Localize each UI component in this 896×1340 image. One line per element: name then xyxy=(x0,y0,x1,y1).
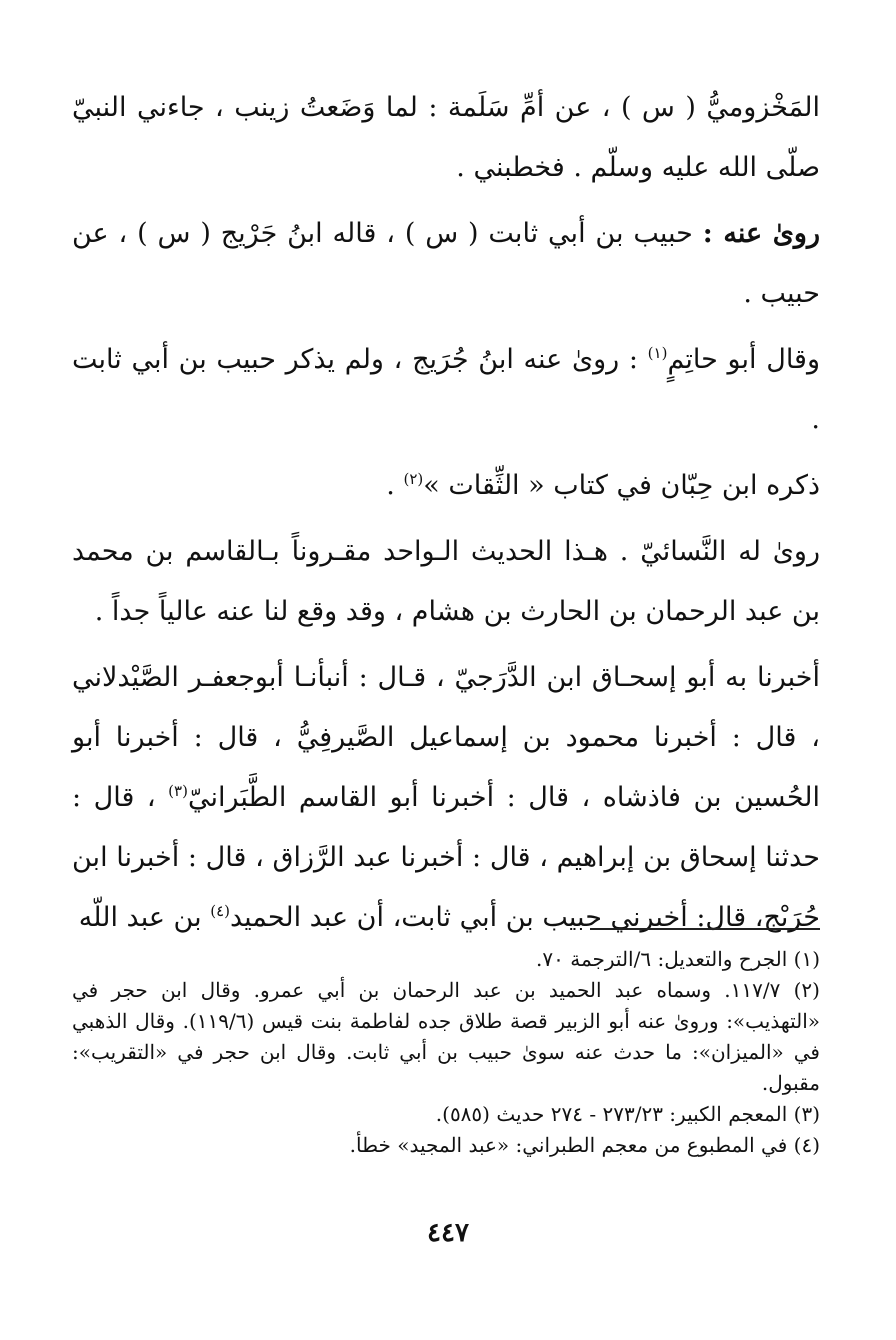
paragraph-3 xyxy=(72,330,820,450)
page-number: ٤٤٧ xyxy=(427,1218,469,1248)
main-text xyxy=(72,78,820,954)
paragraph-4-text: ذكره ابن حِبّان في كتاب « الثِّقات » xyxy=(423,470,820,501)
paragraph-1-text: المَخْزوميُّ ( س ) ، عن أمِّ سَلَمة : لما وَضَعتُ زينب ، جاءني النبيّ صلّى الله عليه وسلّم . فخطبني . xyxy=(72,92,820,183)
paragraph-5-text: روىٰ له النَّسائيّ . هـذا الحديث الـواحد مقـروناً بـالقاسم بن محمد بن عبد الرحمان بن الحارث بن هشام ، وقد وقع لنا عنه عالياً جداً . xyxy=(72,536,820,627)
footnote-2: (٢) ١١٧/٧. وسماه عبد الحميد بن عبد الرحمان بن أبي عمرو. وقال ابن حجر في «التهذيب»: وروىٰ عنه أبو الزبير قصة طلاق جده لفاطمة بنت قيس (١١٩/٦). وقال الذهبي في «الميزان»: ما حدث عنه سوىٰ حبيب بن أبي ثابت. وقال ابن حجر في «التقريب»: مقبول. xyxy=(72,978,821,1095)
footnote-ref-3: (٣) xyxy=(168,782,188,800)
paragraph-4 xyxy=(72,456,820,516)
paragraph-2-text: حبيب بن أبي ثابت ( س ) ، قاله ابنُ جَرْيج ( س ) ، xyxy=(118,218,693,249)
paragraph-3-text: : روىٰ عنه ابنُ جُرَيج ، ولم يذكر حبيب بن أبي ثابت . xyxy=(72,344,820,435)
paragraph-1 xyxy=(72,78,820,198)
footnote-ref-1: (١) xyxy=(647,344,668,362)
footnote-ref-2: (٢) xyxy=(403,470,424,488)
paragraph-6-cont: ، قال : حدثنا إسحاق بن إبراهيم ، قال : أخبرنا عبد الرَّزاق ، قال : أخبرنا ابن جُرَيْج، قال: أخبرني حبيب بن أبي ثابت، أن عبد الحميد xyxy=(72,782,820,933)
paragraph-4-end: . xyxy=(386,470,395,501)
paragraph-6 xyxy=(72,648,820,948)
paragraph-5 xyxy=(72,522,820,642)
footnote-ref-4: (٤) xyxy=(210,902,230,920)
footnote-divider xyxy=(590,928,820,930)
paragraph-6-text: أخبرنا به أبو إسحـاق ابن الدَّرَجيّ ، قـال : أنبأنـا أبوجعفـر الصَّيْدلاني ، قال : أخبرنا محمود بن إسماعيل الصَّيرفِيُّ ، قال : أخبرنا أبو الحُسين بن فاذشاه ، قال : أخبرنا أبو القاسم الطَّبَرانيّ xyxy=(72,662,820,813)
paragraph-2 xyxy=(72,204,820,324)
footnote-4: (٤) في المطبوع من معجم الطبراني: «عبد المجيد» خطأ. xyxy=(349,1133,820,1157)
paragraph-6-end: بن عبد اللّه xyxy=(78,902,202,933)
paragraph-3-start: وقال أبو حاتِمٍ xyxy=(667,344,820,375)
footnotes xyxy=(72,944,820,1161)
footnote-3: (٣) المعجم الكبير: ٢٧٣/٢٣ - ٢٧٤ حديث (٥٨٥). xyxy=(435,1102,820,1126)
narrators-label: روىٰ عنه : xyxy=(702,218,820,249)
footnote-1: (١) الجرح والتعديل: ٦/الترجمة ٧٠. xyxy=(536,947,820,971)
paragraph-2-end: عن حبيب . xyxy=(72,218,820,309)
